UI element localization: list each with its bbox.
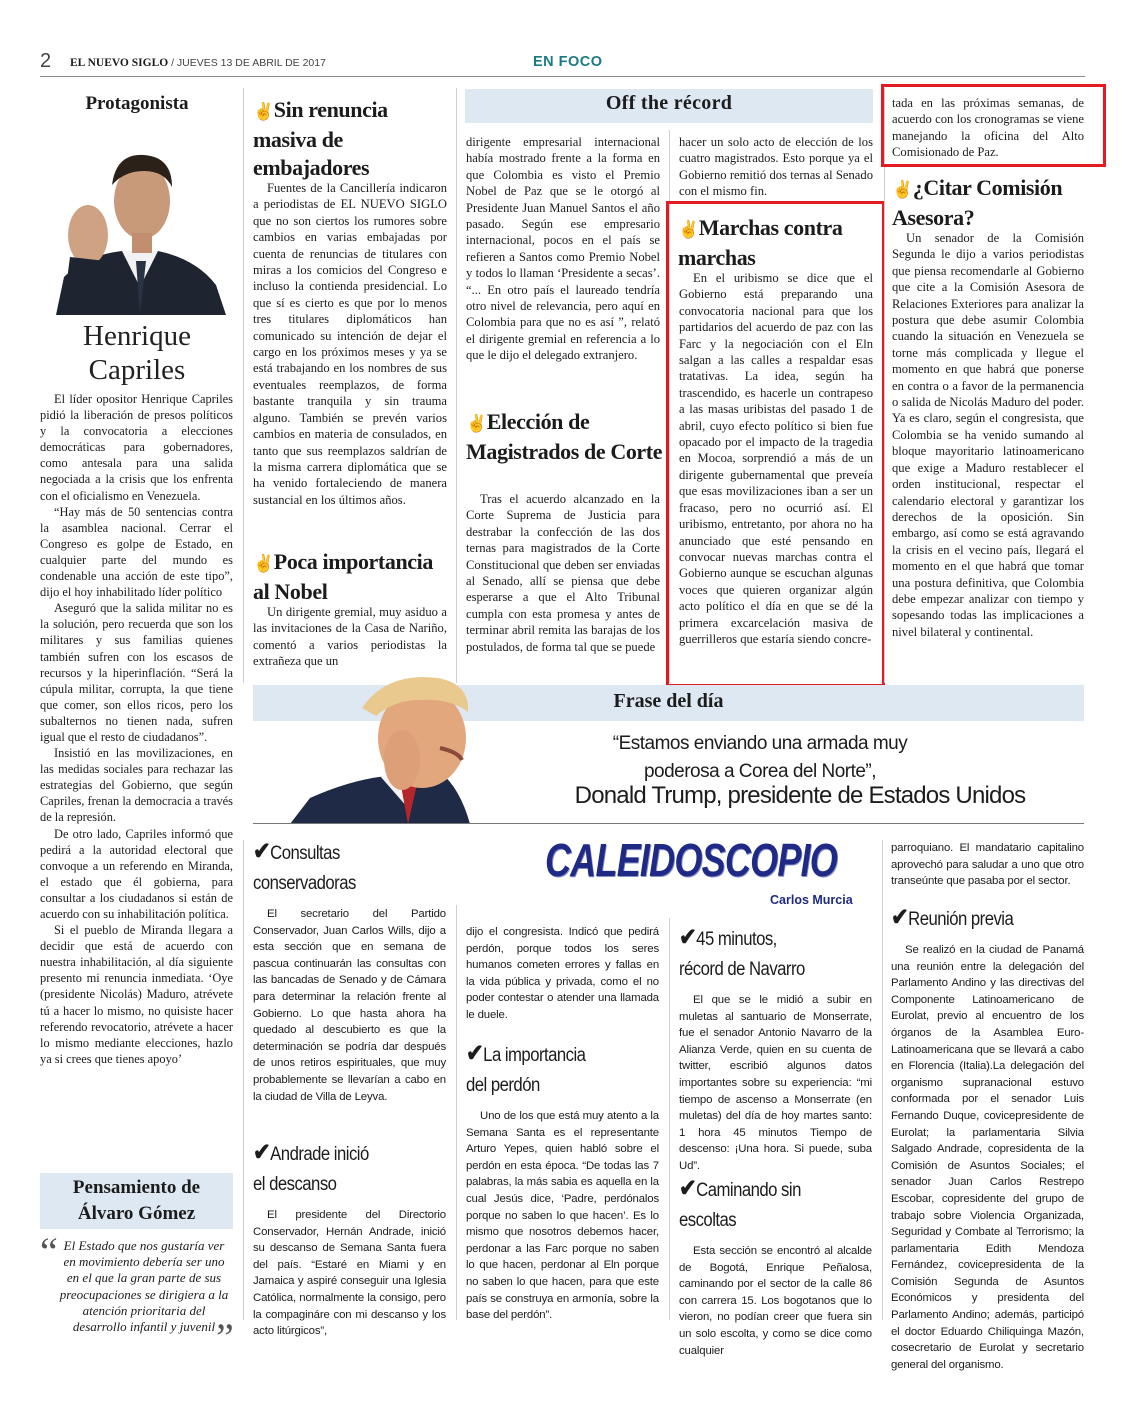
column-divider — [884, 88, 885, 683]
paragraph: Se realizó en la ciudad de Panamá una reunión entre la delegación del Parlamento Andino y las directivas del Componente Latinoamericano de Eurolat, previo al encuentro de los órganos de la Asamblea Euro-Latinoamericana que se llevará a cabo en Florencia (Italia).La delegación del organismo supranacional estuvo conformada por el senador Luis Fernando Duque, covicepresidente de Eurolat; la parlamentaria Silvia Salgado Andrade, copresidenta de la Comisión de Asuntos Sociales; el senador Juan Carlos Restrepo Escobar, copresidente del grupo de trabajo sobre Violencia Organizada, Seguridad y Combate al Terrorismo; la parlamentaria Edith Mendoza Fernández, covicepresidenta de la Comisión Segunda de Asuntos Económicos y presidenta del Parlamento Andino; además, participó el doctor Eduardo Chiliquinga Mazón, cosecretario de Eurolat y secretario general del organismo. — [891, 944, 1084, 1371]
consultas-body — [253, 906, 446, 1105]
navarro-body — [679, 992, 872, 1175]
protagonista-label: Protagonista — [85, 93, 189, 114]
paragraph: El que se le midió a subir en muletas al santuario de Monserrate, fue el senador Antonio Navarro de la Alianza Verde, quien en su cuenta de twitter, escribió algunos datos importantes sobre su experiencia: “mi tiempo de ascenso a Monserrate (en muletas) del día de hoy martes santo: 1 hora 45 minutos Tiempo de descenso: ¡Una hora. Si puede, suba Ud”. — [679, 994, 872, 1172]
frase-quote — [560, 730, 960, 786]
paragraph: El líder opositor Henrique Capriles pidió la liberación de presos políticos y la convocatoria a elecciones democráticas para gobernadores, como antesala para una salida negociada a la crisis que los enfrenta con el oficialismo en Venezuela. — [40, 392, 233, 503]
caleidoscopio-title: CALEIDOSCOPIO — [545, 835, 838, 887]
open-quote-mark: “ — [40, 1229, 58, 1274]
headline-eleccion — [466, 408, 666, 466]
column-divider — [456, 905, 457, 1320]
headline-text: Sin renuncia masiva de embajadores — [253, 97, 388, 180]
victory-hand-icon: ✌ — [253, 102, 274, 121]
headline-text: Caminando sin — [696, 1180, 801, 1201]
capriles-portrait-svg — [46, 127, 232, 315]
paragraph: Aseguró que la salida militar no es la solución, pero recuerda que son los militares y sus familias quienes también sufren con los escasos de recursos y la hiperinflación. “Será la cúpula militar, corrupta, la que tiene que comer, son ellos ricos, pero los subalternos no tienen nada, sufren igual que el resto de ciudadanos”. — [40, 601, 233, 744]
victory-hand-icon: ✌ — [466, 414, 487, 433]
headline-text-line2: escoltas — [679, 1210, 737, 1231]
protagonista-name-last: Capriles — [88, 354, 186, 386]
headline-text: Marchas contra marchas — [678, 215, 843, 270]
headline-text-line2: conservadoras — [253, 873, 356, 894]
headline-andrade — [253, 1138, 369, 1200]
pensamiento-label-line2: Álvaro Gómez — [77, 1203, 196, 1224]
headline-reunion — [891, 903, 1013, 935]
poca-importancia-body — [253, 604, 447, 670]
headline-text: Consultas — [270, 843, 340, 864]
column-divider — [243, 840, 244, 1320]
paragraph: dijo el congresista. Indicó que pedirá perdón, porque todos los seres humanos cometen errores y fallas en la vida pública y privada, como el no poder contestar o atender una llamada le duele. — [466, 926, 659, 1021]
off-record-title: Off the récord — [605, 92, 733, 114]
headline-text-line2: el descanso — [253, 1174, 337, 1195]
citar-body — [892, 230, 1084, 640]
victory-hand-icon: ✌ — [253, 554, 274, 573]
headline-text: Reunión previa — [908, 909, 1014, 930]
issue-date: / JUEVES 13 DE ABRIL DE 2017 — [171, 57, 326, 69]
paragraph: hacer un solo acto de elección de los cuatro magistrados. Esto porque ya el Gobierno remitió dos ternas al Senado con el mismo fin. — [679, 135, 873, 198]
pensamiento-quote: El Estado que nos gustaría ver en movimiento debería ser uno en el que la gran parte de sus preocupaciones se dirigiera a la atención prioritaria del desarrollo infantil y juvenil — [59, 1238, 229, 1335]
frase-rule — [253, 823, 1084, 824]
paragraph: Si el pueblo de Miranda llegara a decidir que está de acuerdo con nuestra inhabilitación, al día siguiente presento mi renuncia inmediata. ‘Oye (presidente Nicolás) Maduro, atrévete tú a hacer lo mismo, no quisiste hacer referendo revocatorio, atrévete a hacer lo mismo mediante elecciones, hazlo ya si crees que tienes apoyo’ — [40, 923, 233, 1066]
reunion-body — [891, 942, 1084, 1373]
paragraph: “Hay más de 50 sentencias contra la asamblea nacional. Cerrar el Congreso es golpe de Estado, en cualquier parte del mundo es condenable una acción de este tipo”, dijo el hoy inhabilitado líder político — [40, 504, 233, 600]
sin-renuncia-body — [253, 180, 447, 508]
headline-text-line2: del perdón — [466, 1075, 540, 1096]
nobel-continued — [466, 134, 660, 364]
pensamiento-label — [40, 1175, 233, 1227]
headline-citar — [892, 174, 1088, 232]
headline-text-line2: récord de Navarro — [679, 959, 805, 980]
caleidoscopio-author: Carlos Murcia — [770, 893, 853, 907]
check-icon: ✔ — [466, 1040, 484, 1067]
capriles-photo — [46, 127, 232, 315]
page-number: 2 — [40, 50, 52, 72]
frase-quote-line2: poderosa a Corea del Norte”, — [643, 761, 877, 782]
close-quote-mark: ” — [216, 1315, 234, 1360]
column-divider — [882, 840, 883, 1320]
paragraph: tada en las próximas semanas, de acuerdo con los cronogramas se viene manejando la oficina del Alto Comisionado de Paz. — [892, 96, 1084, 160]
check-icon: ✔ — [679, 924, 697, 951]
escoltas-continued — [891, 840, 1084, 890]
paragraph: Un dirigente gremial, muy asiduo a las invitaciones de la Casa de Nariño, comentó a varios periodistas la extrañeza que un — [253, 605, 447, 669]
paper-name — [70, 57, 326, 69]
paragraph: Tras el acuerdo alcanzado en la Corte Suprema de Justicia para destrabar la confección de las dos ternas para magistrados de la Corte Constitucional que deben ser enviadas al Senado, allí se piensa que debe esperarse a que el Alto Tribunal cumpla con esta promesa y antes de terminar abril remita las barajas de los postulados, de forma tal que se puede — [466, 492, 660, 654]
paragraph: dirigente empresarial internacional había mostrado frente a la forma en que Colombia es visto el Premio Nobel de Paz que se le otorgó al Presidente Juan Manuel Santos el año pasado. Según ese empresario internacional, pocos en el país se refieren a Santos como Premio Nobel y todos lo llaman ‘Presidente a secas’. “... En otro país el laureado tendría otro nivel de relevancia, pero aquí en Colombia para que no es así ”, relató el dirigente gremial en referencia a lo que le dijo el delegado extranjero. — [466, 135, 660, 363]
headline-text: La importancia — [483, 1045, 586, 1066]
victory-hand-icon: ✌ — [678, 220, 699, 239]
headline-consultas — [253, 837, 356, 899]
escoltas-body — [679, 1243, 872, 1359]
column-divider — [669, 918, 670, 1320]
paragraph: Insistió en las movilizaciones, en las medidas sociales para rechazar las estrategias del Gobierno, que según Capriles, frenan la democracia a través de la represión. — [40, 746, 233, 825]
check-icon: ✔ — [679, 1175, 697, 1202]
protagonista-name — [44, 319, 230, 387]
headline-text: Andrade inició — [270, 1144, 369, 1165]
headline-navarro — [679, 923, 805, 985]
headline-text: ¿Citar Comisión Asesora? — [892, 175, 1063, 230]
protagonista-name-first: Henrique — [83, 320, 191, 352]
headline-escoltas — [679, 1174, 801, 1236]
section-name: EN FOCO — [533, 54, 603, 70]
paragraph: En el uribismo se dice que el Gobierno está preparando una convocatoria nacional para que los partidarios del acuerdo de paz con las Farc y la negociación con el Eln salgan a las calles a respaldar esas tratativas. La idea, según ha trascendido, es hacerle un contrapeso a las masas uribistas del pasado 1 de abril, cuyo efecto político si bien fue opacado por el impacto de la tragedia en Mocoa, sorprendió a más de un dirigente gubernamental que preveía que esas movilizaciones iban a ser un fracaso, pero no ocurrió así. El uribismo, entretanto, por ahora no ha anunciado que esté pensando en convocar nuevas marchas contra el Gobierno aunque se escuchan algunas voces que quieren organizar algún acto político el día en que se dé la primera excarcelación masiva de guerrilleros que estaría siendo concre- — [679, 271, 873, 646]
paragraph: Esta sección se encontró al alcalde de Bogotá, Enrique Peñalosa, caminando por el sector de la calle 86 con carrera 15. Los bogotanos que lo vieron, no podían creer que fuera sin un solo escolta, y como se dice como cualquier — [679, 1245, 872, 1357]
paragraph: Un senador de la Comisión Segunda le dijo a varios periodistas que piensa recomendarle al Gobierno que cite a la Comisión Asesora de Relaciones Exteriores para analizar la postura que debe asumir Colombia cuando la situación en Venezuela se torne más complicada y llegue el momento en que habrá que ponerse en contra o a favor de la permanencia o salida de Nicolás Maduro del poder. Ya es claro, según el congresista, que Colombia se ha venido sumando al bloque mayoritario latinoamericano que exige a Maduro restablecer el orden institucional, respectar el calendario electoral y garantizar los derechos de la oposición. Sin embargo, así como se está agravando la crisis en el vecino país, llegará el momento en el que habrá que tomar una postura definitiva, que Colombia debe empezar analizar con tiempo y sopesando todas las implicaciones a nivel bilateral y continental. — [892, 231, 1084, 639]
andrade-continued — [466, 924, 659, 1024]
protagonista-body — [40, 391, 233, 1067]
perdon-body — [466, 1108, 659, 1324]
paragraph: El presidente del Directorio Conservador, Hernán Andrade, inició su descanso de Semana Santa fuera del país. “Estaré en Miami y en Jamaica y aspiré conseguir una Iglesia Católica, normalmente la consigo, pero la compagináre con mi descanso y los acto litúrgicos”, — [253, 1209, 446, 1338]
check-icon: ✔ — [891, 904, 909, 931]
frase-attribution: Donald Trump, presidente de Estados Unidos — [574, 782, 1026, 809]
check-icon: ✔ — [253, 1139, 271, 1166]
paper-name-text: EL NUEVO SIGLO — [70, 57, 169, 69]
eleccion-continued — [679, 134, 873, 198]
headline-text: 45 minutos, — [696, 929, 777, 950]
highlight-box-marchas — [666, 201, 885, 687]
masthead-rule — [40, 76, 1085, 77]
paragraph: Uno de los que está muy atento a la Semana Santa es el representante Arturo Yepes, quien habló sobre el perdón en esta época. “De todas las 7 palabras, la más sabia es aquella en la cual Jesús dice, ‘Padre, perdónalos porque no saben lo que hacen’. Es lo mismo que nosotros debemos hacer, perdonar a las Farc porque no saben lo que hacen, perdonar al Eln porque no saben lo que hacen, para que este país se construya en armonía, sobre la base del perdón”. — [466, 1110, 659, 1322]
frase-label: Frase del día — [613, 690, 724, 712]
pensamiento-label-line1: Pensamiento de — [72, 1177, 201, 1198]
headline-poca-importancia — [253, 548, 453, 606]
headline-perdon — [466, 1039, 585, 1101]
check-icon: ✔ — [253, 838, 271, 865]
paragraph: El secretario del Partido Conservador, Juan Carlos Wills, dijo a esta sección que en semana de pascua continuarán las consultas con las bancadas de Senado y de Cámara para determinar la relación frente al Gobierno. Lo que hasta ahora ha quedado al descubierto es que la determinación se podría dar después de unos retiros espirituales, que muy probablemente se llevarían a cabo en la ciudad de Villa de Leyva. — [253, 908, 446, 1103]
andrade-body — [253, 1207, 446, 1340]
highlight-box-continued — [881, 84, 1106, 167]
paragraph: parroquiano. El mandatario capitalino aprovechó para saludar a uno que otro transeúnte que pasaba por el sector. — [891, 842, 1084, 888]
column-divider — [456, 88, 457, 683]
headline-text: Poca importancia al Nobel — [253, 549, 433, 604]
frase-quote-line1: “Estamos enviando una armada muy — [612, 733, 908, 754]
paragraph: De otro lado, Capriles informó que pedirá a la autoridad electoral que convoque a un referendo en Miranda, el estado que él gobierna, para consultar a los ciudadanos si están de acuerdo con su inhabilitación política. — [40, 826, 233, 921]
victory-hand-icon: ✌ — [892, 180, 913, 199]
eleccion-body — [466, 491, 660, 655]
paragraph: Fuentes de la Cancillería indicaron a periodistas de EL NUEVO SIGLO que no son ciertos los rumores sobre cambios en varias embajadas por cuenta de renuncias de titulares con miras a los comicios del Congreso e incluso la contienda presidencial. Lo que sí es cierto es que por lo menos tres titulares diplomáticos han comunicado su intención de dejar el cargo en los próximos meses y ya se está trabajando en los nombres de sus eventuales reemplazos, de forma bastante tranquila y sin trauma alguno. También se prevén varios cambios en materia de consulados, en tanto que sus reemplazos saldrían de la misma carrera diplomática que se ha venido fortaleciendo de manera sustancial en los últimos años. — [253, 181, 447, 507]
column-divider — [243, 88, 244, 683]
headline-sin-renuncia — [253, 96, 453, 182]
headline-text: Elección de Magistrados de Corte — [466, 409, 663, 464]
